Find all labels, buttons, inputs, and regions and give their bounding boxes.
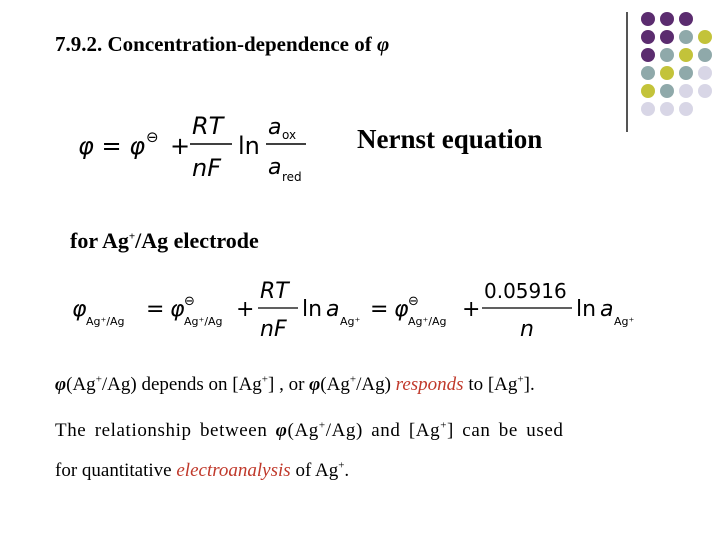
decorative-dot xyxy=(660,48,674,62)
text-run: /Ag) xyxy=(356,374,396,395)
phi-symbol: φ xyxy=(309,374,321,395)
decorative-dot-grid xyxy=(638,12,718,122)
decorative-dot xyxy=(698,48,712,62)
eq2-denominator: nF xyxy=(260,317,287,342)
text-run: /Ag) and [Ag xyxy=(325,420,441,441)
text-run: of Ag xyxy=(290,460,339,481)
decorative-dot xyxy=(679,84,693,98)
decorative-dot xyxy=(660,102,674,116)
decorative-dot xyxy=(679,66,693,80)
decorative-dot xyxy=(660,12,674,26)
text-run: (Ag xyxy=(66,374,96,395)
decorative-dot xyxy=(660,30,674,44)
eq2-plus-1: + xyxy=(236,297,255,322)
text-run: The relationship between xyxy=(55,420,276,441)
electrode-heading xyxy=(70,228,259,254)
text-run: (Ag xyxy=(320,374,350,395)
eq2-phi-standard-2: φ xyxy=(394,297,409,322)
title-text: 7.9.2. Concentration-dependence of xyxy=(55,32,377,56)
text-run: ] , or xyxy=(268,374,310,395)
decorative-dot xyxy=(679,12,693,26)
eq1-denominator: nF xyxy=(192,154,222,182)
text-run: ] can be used xyxy=(447,420,564,441)
decorative-dot xyxy=(698,84,712,98)
superscript: + xyxy=(517,373,524,386)
eq1-numerator: RT xyxy=(192,112,224,140)
decorative-dot xyxy=(679,48,693,62)
decorative-dot xyxy=(679,30,693,44)
text-run: ]. xyxy=(523,374,535,395)
eq2-ln-1: ln xyxy=(302,297,323,322)
eq2-equals-2: = xyxy=(370,297,389,322)
decorative-dot xyxy=(641,66,655,80)
electrode-heading-sup: + xyxy=(128,230,136,243)
text-run: (Ag xyxy=(287,420,319,441)
eq1-a-ox: a xyxy=(268,115,282,140)
superscript: + xyxy=(261,373,269,386)
text-run: for quantitative xyxy=(55,460,177,481)
eq1-ln: ln xyxy=(238,132,260,160)
nernst-equation-label: Nernst equation xyxy=(357,124,543,154)
paragraph-dependence xyxy=(55,374,535,396)
text-run: /Ag) depends on [Ag xyxy=(101,374,262,395)
superscript: + xyxy=(349,373,357,386)
decorative-dot xyxy=(641,84,655,98)
eq2-plus-2: + xyxy=(462,297,481,322)
nernst-general-equation xyxy=(78,108,318,188)
eq2-denominator-2: n xyxy=(520,317,534,342)
eq1-plus: + xyxy=(170,132,191,160)
decorative-dot xyxy=(698,66,712,80)
decorative-dot xyxy=(660,66,674,80)
phi-symbol: φ xyxy=(275,420,288,441)
electrode-heading-part: /Ag electrode xyxy=(135,228,259,253)
eq1-standard-symbol: ⊖ xyxy=(146,128,159,146)
superscript: + xyxy=(95,373,102,386)
eq2-activity-1: a xyxy=(326,297,340,322)
eq1-ox-subscript: ox xyxy=(282,128,297,142)
eq2-phi-standard: φ xyxy=(170,297,185,322)
eq2-standard-symbol-2: ⊖ xyxy=(408,294,419,309)
decorative-dot xyxy=(660,84,674,98)
eq1-lhs: φ = φ xyxy=(78,132,146,160)
superscript: + xyxy=(440,419,448,432)
eq2-ln-2: ln xyxy=(576,297,597,322)
eq2-phi-lhs: φ xyxy=(72,297,87,322)
decorative-divider xyxy=(626,12,628,132)
paragraph-electroanalysis xyxy=(55,460,349,482)
decorative-dot xyxy=(679,102,693,116)
eq2-lhs-subscript: Ag⁺/Ag xyxy=(86,315,125,328)
title-phi-symbol: φ xyxy=(376,32,390,56)
decorative-dot xyxy=(641,12,655,26)
eq1-red-subscript: red xyxy=(282,170,302,184)
decorative-dot xyxy=(641,30,655,44)
emphasis-electroanalysis: electroanalysis xyxy=(176,460,291,481)
eq1-a-red: a xyxy=(268,155,282,180)
slide-title xyxy=(55,32,389,57)
decorative-dot xyxy=(698,30,712,44)
eq2-activity-2: a xyxy=(600,297,614,322)
nernst-silver-equation xyxy=(70,278,650,348)
eq2-numerator-2: 0.05916 xyxy=(484,279,567,303)
eq2-equals-1: = xyxy=(146,297,165,322)
electrode-heading-part: for Ag xyxy=(70,228,129,253)
superscript: + xyxy=(338,459,345,472)
superscript: + xyxy=(318,419,326,432)
eq2-standard-subscript-2: Ag⁺/Ag xyxy=(408,315,447,328)
text-run: . xyxy=(344,460,350,481)
text-run: to [Ag xyxy=(463,374,518,395)
decorative-dot xyxy=(641,102,655,116)
eq2-activity-subscript-2: Ag⁺ xyxy=(614,315,635,328)
paragraph-relationship xyxy=(55,420,564,442)
eq2-standard-subscript: Ag⁺/Ag xyxy=(184,315,223,328)
eq2-standard-symbol: ⊖ xyxy=(184,294,195,309)
decorative-dot xyxy=(641,48,655,62)
emphasis-responds: responds xyxy=(395,374,464,395)
eq2-numerator: RT xyxy=(260,279,289,304)
phi-symbol: φ xyxy=(55,374,67,395)
eq2-activity-subscript-1: Ag⁺ xyxy=(340,315,361,328)
